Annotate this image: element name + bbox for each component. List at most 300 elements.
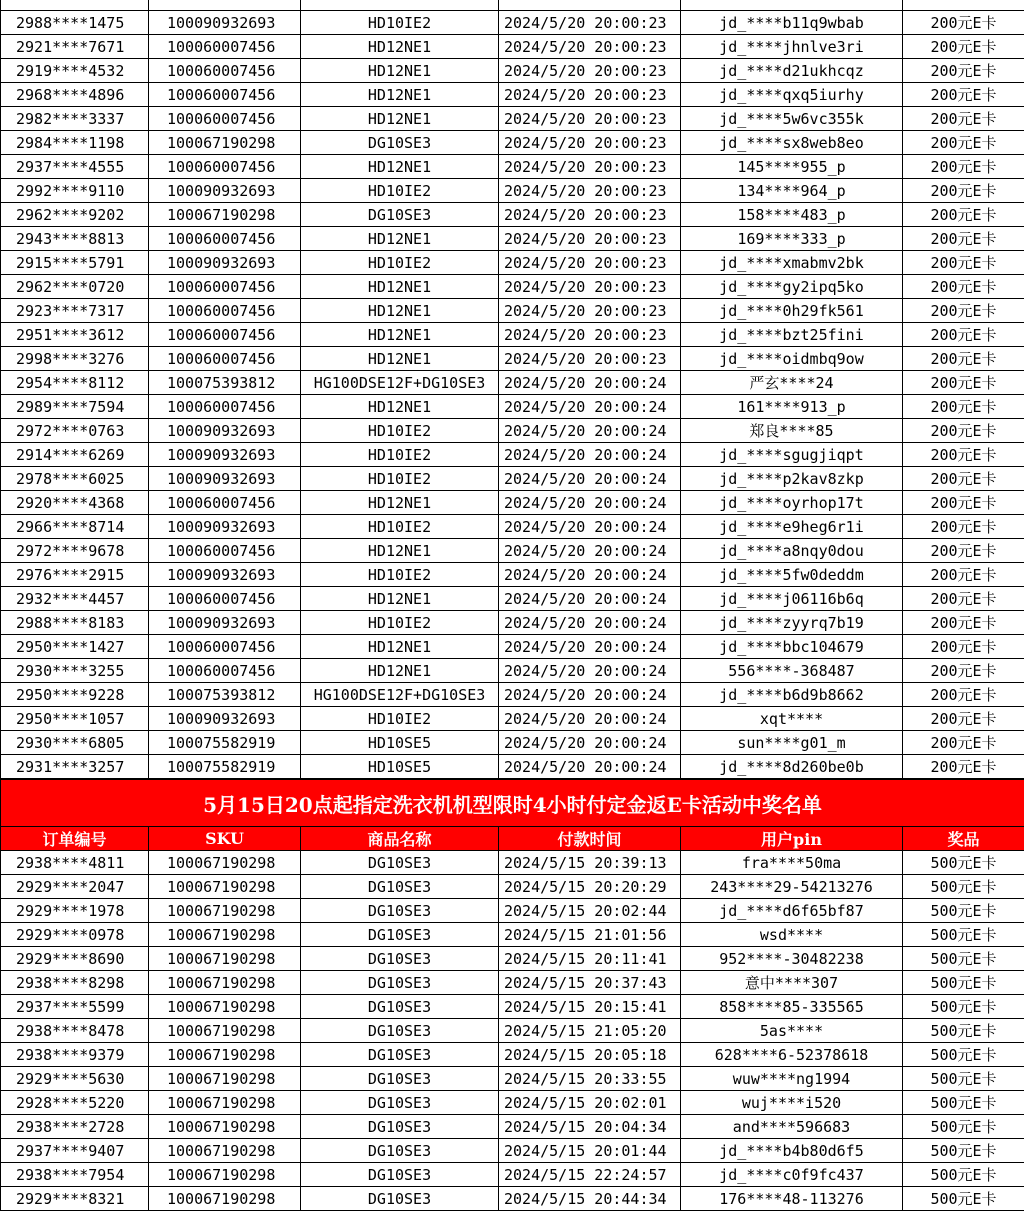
table-row: [1, 131, 1024, 155]
user-pin-cell: 郑良****85: [681, 419, 903, 443]
sku-cell: 100067190298: [149, 1019, 301, 1043]
sku-cell: 100067190298: [149, 995, 301, 1019]
order-id-cell: 2929****0978: [1, 923, 149, 947]
order-id-cell: 2929****8321: [1, 1187, 149, 1211]
order-id-cell: 2954****8112: [1, 371, 149, 395]
payment-time-cell: 2024/5/20 20:00:24: [499, 395, 681, 419]
table-row: [1, 1139, 1024, 1163]
user-pin-cell: jd_****5fw0deddm: [681, 563, 903, 587]
payment-time-cell: 2024/5/20 20:00:24: [499, 419, 681, 443]
sku-cell: 100067190298: [149, 1187, 301, 1211]
order-id-cell: 2932****4457: [1, 587, 149, 611]
order-id-cell: 2984****1198: [1, 131, 149, 155]
sku-cell: 100067190298: [149, 1091, 301, 1115]
order-id-cell: 2928****5220: [1, 1091, 149, 1115]
product-name-cell: HD12NE1: [301, 539, 499, 563]
order-id-cell: 2923****7317: [1, 299, 149, 323]
payment-time-cell: 2024/5/20 20:00:23: [499, 179, 681, 203]
prize-cell: 200元E卡: [903, 419, 1024, 443]
table-row: [1, 467, 1024, 491]
header-payment-time: 付款时间: [499, 827, 681, 851]
payment-time-cell: 2024/5/20 20:00:23: [499, 227, 681, 251]
order-id-cell: 2972****9678: [1, 539, 149, 563]
header-row: [1, 827, 1024, 851]
product-name-cell: HD10SE5: [301, 755, 499, 780]
table-row: [1, 299, 1024, 323]
product-name-cell: HD10IE2: [301, 419, 499, 443]
table-row: [1, 83, 1024, 107]
order-id-cell: 2982****3337: [1, 107, 149, 131]
prize-cell: 200元E卡: [903, 11, 1024, 35]
prize-cell: 200元E卡: [903, 155, 1024, 179]
order-id-cell: 2929****8690: [1, 947, 149, 971]
payment-time-cell: 2024/5/15 20:01:44: [499, 1139, 681, 1163]
user-pin-cell: jd_****a8nqy0dou: [681, 539, 903, 563]
table-row: [1, 107, 1024, 131]
sku-cell: 100067190298: [149, 1067, 301, 1091]
payment-time-cell: 2024/5/15 21:05:20: [499, 1019, 681, 1043]
order-id-cell: 2968****4896: [1, 83, 149, 107]
table-row: [1, 851, 1024, 875]
sku-cell: 100060007456: [149, 59, 301, 83]
sku-cell: 100067190298: [149, 851, 301, 875]
product-name-cell: HD10SE5: [301, 731, 499, 755]
sku-cell: 100090932693: [149, 11, 301, 35]
payment-time-cell: 2024/5/20 20:00:23: [499, 131, 681, 155]
order-id-cell: 2937****9407: [1, 1139, 149, 1163]
user-pin-cell: jd_****gy2ipq5ko: [681, 275, 903, 299]
order-id-cell: 2966****8714: [1, 515, 149, 539]
payment-time-cell: 2024/5/20 20:00:23: [499, 35, 681, 59]
payment-time-cell: 2024/5/20 20:00:24: [499, 587, 681, 611]
order-id-cell: 2937****5599: [1, 995, 149, 1019]
product-name-cell: DG10SE3: [301, 131, 499, 155]
user-pin-cell: 243****29-54213276: [681, 875, 903, 899]
payment-time-cell: 2024/5/15 22:24:57: [499, 1163, 681, 1187]
order-id-cell: 2914****6269: [1, 443, 149, 467]
sku-cell: 100060007456: [149, 347, 301, 371]
prize-cell: 200元E卡: [903, 371, 1024, 395]
prize-cell: 200元E卡: [903, 659, 1024, 683]
table-row: [1, 923, 1024, 947]
product-name-cell: DG10SE3: [301, 1139, 499, 1163]
prize-cell: 200元E卡: [903, 395, 1024, 419]
prize-cell: 200元E卡: [903, 611, 1024, 635]
user-pin-cell: jd_****zyyrq7b19: [681, 611, 903, 635]
user-pin-cell: wuw****ng1994: [681, 1067, 903, 1091]
section-title-row: [1, 779, 1024, 827]
order-id-cell: 2920****4368: [1, 491, 149, 515]
product-name-cell: HD10IE2: [301, 467, 499, 491]
order-id-cell: 2962****9202: [1, 203, 149, 227]
sku-cell: 100090932693: [149, 419, 301, 443]
prize-cell: 500元E卡: [903, 995, 1024, 1019]
order-id-cell: 2950****1427: [1, 635, 149, 659]
sku-cell: 100067190298: [149, 947, 301, 971]
payment-time-cell: 2024/5/20 20:00:23: [499, 107, 681, 131]
user-pin-cell: jd_****j06116b6q: [681, 587, 903, 611]
order-id-cell: 2976****2915: [1, 563, 149, 587]
prize-cell: 500元E卡: [903, 1139, 1024, 1163]
order-id-cell: 2921****7671: [1, 35, 149, 59]
sku-cell: 100067190298: [149, 1139, 301, 1163]
order-id-cell: 2998****3276: [1, 347, 149, 371]
user-pin-cell: jd_****oidmbq9ow: [681, 347, 903, 371]
product-name-cell: HD12NE1: [301, 659, 499, 683]
sku-cell: 100060007456: [149, 659, 301, 683]
table-row: [1, 203, 1024, 227]
payment-time-cell: 2024/5/20 20:00:23: [499, 347, 681, 371]
table-row: [1, 1163, 1024, 1187]
product-name-cell: HD10IE2: [301, 11, 499, 35]
payment-time-cell: 2024/5/20 20:00:24: [499, 659, 681, 683]
sku-cell: 100060007456: [149, 299, 301, 323]
product-name-cell: HD10IE2: [301, 563, 499, 587]
table-row: [1, 1043, 1024, 1067]
sku-cell: 100090932693: [149, 467, 301, 491]
user-pin-cell: sun****g01_m: [681, 731, 903, 755]
section-1-rows: [1, 0, 1024, 779]
order-id-cell: 2929****5630: [1, 1067, 149, 1091]
order-id-cell: 2929****1978: [1, 899, 149, 923]
product-name-cell: HG100DSE12F+DG10SE3: [301, 371, 499, 395]
table-row: [1, 323, 1024, 347]
product-name-cell: HD12NE1: [301, 347, 499, 371]
payment-time-cell: 2024/5/15 20:11:41: [499, 947, 681, 971]
order-id-cell: 2938****8478: [1, 1019, 149, 1043]
table-row: [1, 539, 1024, 563]
product-name-cell: HD10IE2: [301, 179, 499, 203]
sku-cell: 100060007456: [149, 491, 301, 515]
product-name-cell: DG10SE3: [301, 851, 499, 875]
prize-cell: 200元E卡: [903, 251, 1024, 275]
sku-cell: 100090932693: [149, 251, 301, 275]
product-name-cell: DG10SE3: [301, 947, 499, 971]
product-name-cell: DG10SE3: [301, 203, 499, 227]
prize-cell: 500元E卡: [903, 899, 1024, 923]
payment-time-cell: 2024/5/20 20:00:24: [499, 683, 681, 707]
sku-cell: 100060007456: [149, 587, 301, 611]
table-row: [1, 371, 1024, 395]
sku-cell: 100090932693: [149, 611, 301, 635]
payment-time-cell: 2024/5/15 21:01:56: [499, 923, 681, 947]
order-id-cell: 2988****8183: [1, 611, 149, 635]
prize-cell: 200元E卡: [903, 539, 1024, 563]
prize-cell: 200元E卡: [903, 275, 1024, 299]
table-row: [1, 1115, 1024, 1139]
cell: [301, 0, 499, 11]
payment-time-cell: 2024/5/15 20:44:34: [499, 1187, 681, 1211]
header-product-name: 商品名称: [301, 827, 499, 851]
sku-cell: 100067190298: [149, 203, 301, 227]
table-row: [1, 683, 1024, 707]
prize-cell: 500元E卡: [903, 923, 1024, 947]
cell: [1, 0, 149, 11]
user-pin-cell: jd_****sx8web8eo: [681, 131, 903, 155]
payment-time-cell: 2024/5/20 20:00:24: [499, 371, 681, 395]
payment-time-cell: 2024/5/15 20:04:34: [499, 1115, 681, 1139]
sku-cell: 100067190298: [149, 923, 301, 947]
order-id-cell: 2938****8298: [1, 971, 149, 995]
prize-cell: 200元E卡: [903, 323, 1024, 347]
user-pin-cell: 严玄****24: [681, 371, 903, 395]
prize-cell: 200元E卡: [903, 203, 1024, 227]
product-name-cell: DG10SE3: [301, 1091, 499, 1115]
user-pin-cell: jd_****qxq5iurhy: [681, 83, 903, 107]
payment-time-cell: 2024/5/15 20:33:55: [499, 1067, 681, 1091]
order-id-cell: 2988****1475: [1, 11, 149, 35]
prize-cell: 200元E卡: [903, 731, 1024, 755]
user-pin-cell: 145****955_p: [681, 155, 903, 179]
user-pin-cell: jd_****c0f9fc437: [681, 1163, 903, 1187]
payment-time-cell: 2024/5/20 20:00:23: [499, 323, 681, 347]
prize-cell: 200元E卡: [903, 707, 1024, 731]
product-name-cell: DG10SE3: [301, 899, 499, 923]
user-pin-cell: 158****483_p: [681, 203, 903, 227]
user-pin-cell: xqt****: [681, 707, 903, 731]
payment-time-cell: 2024/5/20 20:00:23: [499, 155, 681, 179]
order-id-cell: 2919****4532: [1, 59, 149, 83]
prize-cell: 500元E卡: [903, 1163, 1024, 1187]
prize-cell: 500元E卡: [903, 1067, 1024, 1091]
prize-cell: 500元E卡: [903, 1091, 1024, 1115]
prize-cell: 200元E卡: [903, 227, 1024, 251]
user-pin-cell: wsd****: [681, 923, 903, 947]
order-id-cell: 2938****9379: [1, 1043, 149, 1067]
payment-time-cell: 2024/5/20 20:00:23: [499, 83, 681, 107]
payment-time-cell: 2024/5/20 20:00:24: [499, 731, 681, 755]
table-row: [1, 1091, 1024, 1115]
payment-time-cell: 2024/5/20 20:00:24: [499, 707, 681, 731]
header-prize: 奖品: [903, 827, 1024, 851]
table-row: [1, 59, 1024, 83]
sku-cell: 100090932693: [149, 179, 301, 203]
user-pin-cell: jd_****0h29fk561: [681, 299, 903, 323]
order-id-cell: 2972****0763: [1, 419, 149, 443]
sku-cell: 100067190298: [149, 131, 301, 155]
table-row: [1, 491, 1024, 515]
section-2-rows: [1, 851, 1024, 1211]
payment-time-cell: 2024/5/15 20:20:29: [499, 875, 681, 899]
sku-cell: 100075582919: [149, 731, 301, 755]
prize-cell: 200元E卡: [903, 131, 1024, 155]
prize-cell: 200元E卡: [903, 347, 1024, 371]
product-name-cell: HD10IE2: [301, 251, 499, 275]
product-name-cell: HD10IE2: [301, 515, 499, 539]
user-pin-cell: jd_****jhnlve3ri: [681, 35, 903, 59]
user-pin-cell: jd_****bbc104679: [681, 635, 903, 659]
product-name-cell: HD12NE1: [301, 491, 499, 515]
table-row: [1, 995, 1024, 1019]
order-id-cell: 2978****6025: [1, 467, 149, 491]
table-row: [1, 731, 1024, 755]
product-name-cell: DG10SE3: [301, 1163, 499, 1187]
user-pin-cell: 176****48-113276: [681, 1187, 903, 1211]
prize-cell: 200元E卡: [903, 683, 1024, 707]
prize-cell: 200元E卡: [903, 443, 1024, 467]
product-name-cell: DG10SE3: [301, 971, 499, 995]
user-pin-cell: jd_****b6d9b8662: [681, 683, 903, 707]
prize-cell: 200元E卡: [903, 491, 1024, 515]
prize-cell: 200元E卡: [903, 563, 1024, 587]
sku-cell: 100060007456: [149, 539, 301, 563]
table-row: [1, 515, 1024, 539]
product-name-cell: HD10IE2: [301, 611, 499, 635]
product-name-cell: HD12NE1: [301, 299, 499, 323]
sku-cell: 100060007456: [149, 107, 301, 131]
sku-cell: 100060007456: [149, 227, 301, 251]
sku-cell: 100060007456: [149, 83, 301, 107]
product-name-cell: DG10SE3: [301, 995, 499, 1019]
product-name-cell: HD12NE1: [301, 155, 499, 179]
user-pin-cell: jd_****p2kav8zkp: [681, 467, 903, 491]
prize-cell: 500元E卡: [903, 875, 1024, 899]
sku-cell: 100060007456: [149, 155, 301, 179]
header-order-id: 订单编号: [1, 827, 149, 851]
user-pin-cell: jd_****sgugjiqpt: [681, 443, 903, 467]
user-pin-cell: wuj****i520: [681, 1091, 903, 1115]
order-id-cell: 2937****4555: [1, 155, 149, 179]
prize-cell: 200元E卡: [903, 83, 1024, 107]
table-row: [1, 611, 1024, 635]
sku-cell: 100060007456: [149, 395, 301, 419]
table-row: [1, 179, 1024, 203]
product-name-cell: HD12NE1: [301, 83, 499, 107]
prize-cell: 500元E卡: [903, 1019, 1024, 1043]
table-row: [1, 563, 1024, 587]
table-row: [1, 875, 1024, 899]
sku-cell: 100090932693: [149, 443, 301, 467]
product-name-cell: DG10SE3: [301, 1115, 499, 1139]
order-id-cell: 2938****2728: [1, 1115, 149, 1139]
payment-time-cell: 2024/5/20 20:00:24: [499, 611, 681, 635]
prize-cell: 200元E卡: [903, 299, 1024, 323]
header-user-pin: 用户pin: [681, 827, 903, 851]
payment-time-cell: 2024/5/20 20:00:23: [499, 203, 681, 227]
product-name-cell: HD12NE1: [301, 275, 499, 299]
payment-time-cell: 2024/5/20 20:00:24: [499, 515, 681, 539]
order-id-cell: 2930****3255: [1, 659, 149, 683]
user-pin-cell: jd_****8d260be0b: [681, 755, 903, 780]
sku-cell: 100060007456: [149, 35, 301, 59]
table-row: [1, 11, 1024, 35]
order-id-cell: 2951****3612: [1, 323, 149, 347]
sku-cell: 100075393812: [149, 683, 301, 707]
product-name-cell: HD12NE1: [301, 35, 499, 59]
product-name-cell: DG10SE3: [301, 1187, 499, 1211]
sku-cell: 100090932693: [149, 515, 301, 539]
prize-cell: 200元E卡: [903, 179, 1024, 203]
user-pin-cell: 5as****: [681, 1019, 903, 1043]
table-row: [1, 707, 1024, 731]
payment-time-cell: 2024/5/20 20:00:24: [499, 491, 681, 515]
order-id-cell: 2938****7954: [1, 1163, 149, 1187]
payment-time-cell: 2024/5/20 20:00:24: [499, 443, 681, 467]
prize-cell: 500元E卡: [903, 947, 1024, 971]
user-pin-cell: 858****85-335565: [681, 995, 903, 1019]
table-row: [1, 635, 1024, 659]
table-row: [1, 443, 1024, 467]
table-row-partial: [1, 0, 1024, 11]
user-pin-cell: 628****6-52378618: [681, 1043, 903, 1067]
table-row: [1, 1067, 1024, 1091]
prize-cell: 200元E卡: [903, 515, 1024, 539]
user-pin-cell: jd_****e9heg6r1i: [681, 515, 903, 539]
cell: [499, 0, 681, 11]
product-name-cell: DG10SE3: [301, 1043, 499, 1067]
prize-cell: 500元E卡: [903, 851, 1024, 875]
payment-time-cell: 2024/5/20 20:00:23: [499, 299, 681, 323]
order-id-cell: 2931****3257: [1, 755, 149, 780]
order-id-cell: 2915****5791: [1, 251, 149, 275]
payment-time-cell: 2024/5/20 20:00:23: [499, 59, 681, 83]
product-name-cell: HD10IE2: [301, 707, 499, 731]
sku-cell: 100067190298: [149, 875, 301, 899]
prize-cell: 200元E卡: [903, 635, 1024, 659]
section-title: 5月15日20点起指定洗衣机机型限时4小时付定金返E卡活动中奖名单: [1, 779, 1024, 827]
table-row: [1, 1019, 1024, 1043]
payment-time-cell: 2024/5/15 20:37:43: [499, 971, 681, 995]
payment-time-cell: 2024/5/20 20:00:23: [499, 275, 681, 299]
product-name-cell: HD12NE1: [301, 323, 499, 347]
prize-cell: 500元E卡: [903, 971, 1024, 995]
table-row: [1, 899, 1024, 923]
order-id-cell: 2943****8813: [1, 227, 149, 251]
prize-cell: 200元E卡: [903, 107, 1024, 131]
header-sku: SKU: [149, 827, 301, 851]
table-row: [1, 251, 1024, 275]
sku-cell: 100067190298: [149, 899, 301, 923]
order-id-cell: 2929****2047: [1, 875, 149, 899]
payment-time-cell: 2024/5/15 20:02:44: [499, 899, 681, 923]
prize-cell: 200元E卡: [903, 35, 1024, 59]
sku-cell: 100060007456: [149, 275, 301, 299]
order-id-cell: 2938****4811: [1, 851, 149, 875]
user-pin-cell: 意中****307: [681, 971, 903, 995]
user-pin-cell: 161****913_p: [681, 395, 903, 419]
payment-time-cell: 2024/5/20 20:00:24: [499, 755, 681, 780]
sku-cell: 100075393812: [149, 371, 301, 395]
table-row: [1, 275, 1024, 299]
table-row: [1, 395, 1024, 419]
table-row: [1, 947, 1024, 971]
payment-time-cell: 2024/5/20 20:00:24: [499, 563, 681, 587]
order-id-cell: 2962****0720: [1, 275, 149, 299]
user-pin-cell: and****596683: [681, 1115, 903, 1139]
payment-time-cell: 2024/5/20 20:00:24: [499, 539, 681, 563]
prize-cell: 200元E卡: [903, 59, 1024, 83]
prize-cell: 200元E卡: [903, 587, 1024, 611]
prize-cell: 200元E卡: [903, 467, 1024, 491]
product-name-cell: HD12NE1: [301, 227, 499, 251]
prize-cell: 500元E卡: [903, 1043, 1024, 1067]
user-pin-cell: jd_****b11q9wbab: [681, 11, 903, 35]
payment-time-cell: 2024/5/15 20:15:41: [499, 995, 681, 1019]
product-name-cell: DG10SE3: [301, 1067, 499, 1091]
payment-time-cell: 2024/5/20 20:00:23: [499, 251, 681, 275]
payment-time-cell: 2024/5/20 20:00:23: [499, 11, 681, 35]
user-pin-cell: jd_****d21ukhcqz: [681, 59, 903, 83]
prize-cell: 500元E卡: [903, 1115, 1024, 1139]
sku-cell: 100090932693: [149, 563, 301, 587]
sku-cell: 100067190298: [149, 971, 301, 995]
cell: [681, 0, 903, 11]
user-pin-cell: 952****-30482238: [681, 947, 903, 971]
product-name-cell: HD12NE1: [301, 587, 499, 611]
product-name-cell: DG10SE3: [301, 1019, 499, 1043]
user-pin-cell: 556****-368487: [681, 659, 903, 683]
user-pin-cell: jd_****oyrhop17t: [681, 491, 903, 515]
